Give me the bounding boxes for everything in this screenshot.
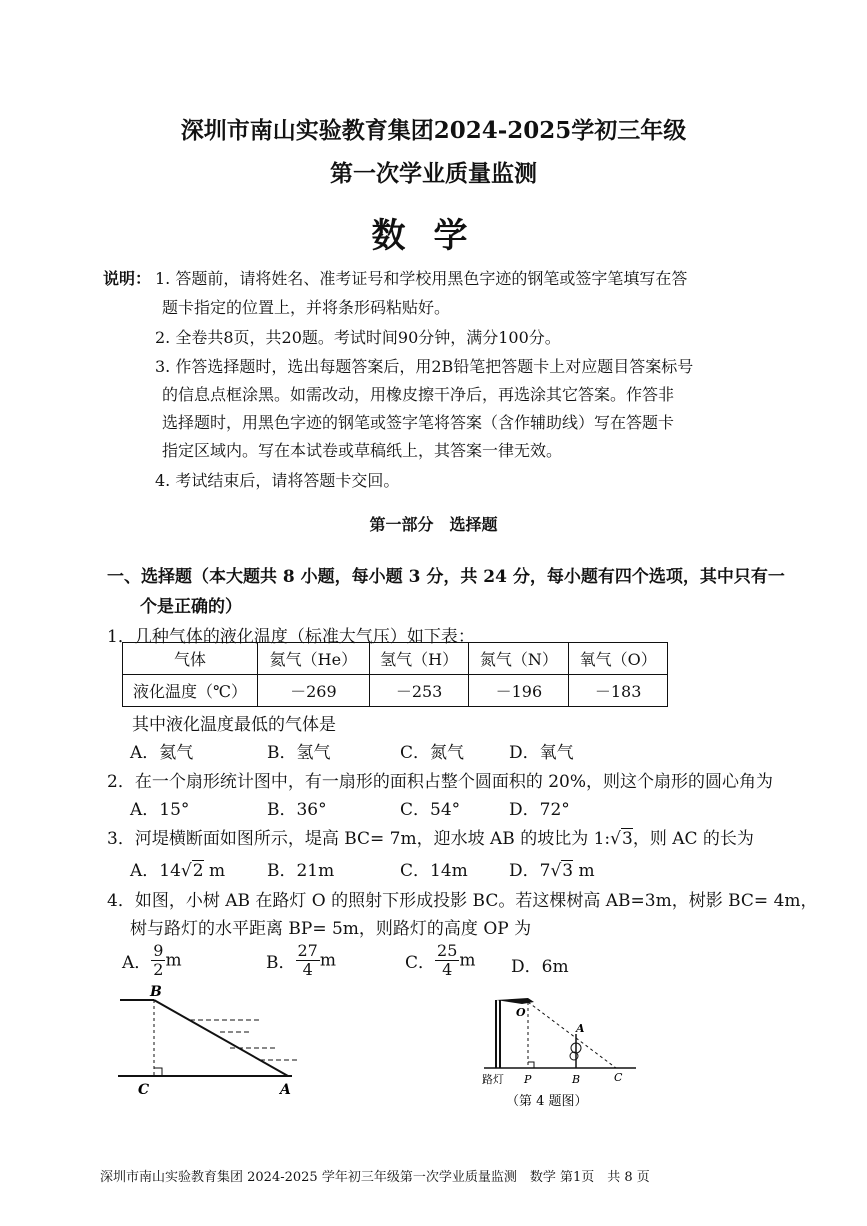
table-cell: 气体	[123, 643, 258, 675]
streetlamp-figure	[476, 990, 646, 1115]
instruction-line: 3. 作答选择题时，选出每题答案后，用2B铅笔把答题卡上对应题目答案标号	[155, 357, 694, 376]
q3-option-d-text: D．7	[509, 861, 551, 881]
q3-stem-part: 3．河堤横断面如图所示，堤高 BC= 7m，迎水坡 AB 的坡比为 1:	[107, 829, 611, 849]
q3-option-a-unit: m	[203, 861, 226, 881]
q1-after-text: 其中液化温度最低的气体是	[132, 715, 336, 735]
q4-option-a-label: A．	[122, 953, 152, 973]
light-ray-oc	[528, 1002, 616, 1068]
instruction-line: 2. 全卷共8页，共20题。考试时间90分钟，满分100分。	[155, 328, 561, 347]
q4-option-b-unit: m	[319, 950, 336, 971]
q3-option-c: C．14m	[400, 861, 468, 881]
exam-title-line1: 深圳市南山实验教育集团2024-2025学初三年级	[180, 117, 687, 144]
instruction-line: 指定区域内。写在本试卷或草稿纸上，其答案一律无效。	[162, 441, 563, 460]
fraction	[296, 942, 320, 979]
q3-stem-part: ，则 AC 的长为	[632, 829, 754, 849]
q4-option-c-label: C．	[405, 953, 436, 973]
table-cell: －269	[258, 675, 370, 707]
tree-foliage	[570, 1052, 578, 1060]
section-heading-line2: 个是正确的）	[140, 597, 242, 617]
table-cell: 氦气（He）	[258, 643, 370, 675]
q4-option-a-unit: m	[165, 950, 182, 971]
q4-option-c-unit: m	[459, 950, 476, 971]
fraction-numerator: 9	[153, 941, 164, 960]
subject-title: 数学	[371, 216, 496, 256]
fraction-numerator: 25	[437, 941, 458, 960]
table-cell: 氢气（H）	[369, 643, 469, 675]
q4-option-d: D．6m	[511, 957, 569, 977]
instruction-line: 题卡指定的位置上，并将条形码粘贴好。	[162, 298, 451, 317]
q2-option-d: D．72°	[509, 800, 570, 820]
q3-stem	[107, 824, 754, 849]
gas-table	[122, 642, 668, 707]
section-heading-line1: 一、选择题（本大题共 8 小题，每小题 3 分，共 24 分，每小题有四个选项，其中只有一	[107, 567, 785, 587]
fraction-denominator: 2	[153, 960, 164, 979]
instruction-line: 4. 考试结束后，请将答题卡交回。	[155, 471, 400, 490]
q3-option-d	[509, 856, 595, 881]
label-lamp: 路灯	[482, 1073, 504, 1086]
table-cell: －253	[369, 675, 469, 707]
q1-option-b: B．氢气	[267, 743, 331, 763]
q1-option-c: C．氮气	[400, 743, 465, 763]
table-row	[123, 643, 668, 675]
table-cell: －183	[569, 675, 668, 707]
q2-option-c: C．54°	[400, 800, 461, 820]
label-a: A	[576, 1022, 585, 1035]
q3-stem-radicand: 3	[622, 829, 633, 849]
part1-heading: 第一部分 选择题	[369, 515, 498, 534]
fraction	[151, 942, 165, 979]
label-b: B	[150, 984, 162, 1000]
q3-option-a	[130, 856, 225, 881]
q3-option-d-radicand: 3	[562, 861, 574, 881]
fraction-denominator: 4	[302, 960, 313, 979]
instruction-line: 1. 答题前，请将姓名、准考证号和学校用黑色字迹的钢笔或签字笔填写在答	[155, 269, 688, 288]
page-footer: 深圳市南山实验教育集团 2024-2025 学年初三年级第一次学业质量监测 数学 第1页 共 8 页	[100, 1170, 650, 1185]
q2-option-a: A．15°	[130, 800, 190, 820]
q2-option-b: B．36°	[267, 800, 327, 820]
table-cell: 液化温度（℃）	[123, 675, 258, 707]
sqrt-sign: √	[610, 829, 621, 849]
slope-ab-line	[154, 1000, 288, 1076]
q4-option-c	[405, 942, 476, 979]
q4-option-b	[266, 942, 336, 979]
q4-stem-line2: 树与路灯的水平距离 BP= 5m，则路灯的高度 OP 为	[130, 919, 532, 939]
q3-option-a-text: A．14	[130, 861, 181, 881]
figure-caption: （第 4 题图）	[506, 1094, 588, 1109]
label-b: B	[572, 1073, 581, 1086]
table-cell: 氧气（O）	[569, 643, 668, 675]
right-angle-mark	[528, 1062, 534, 1068]
sqrt-sign: √	[180, 861, 192, 881]
exam-title-line2: 第一次学业质量监测	[330, 160, 537, 187]
sqrt-sign: √	[550, 861, 562, 881]
label-p: P	[524, 1073, 532, 1086]
q1-stem: 1．几种气体的液化温度（标准大气压）如下表：	[107, 627, 475, 647]
table-cell: 氮气（N）	[469, 643, 569, 675]
instructions-label: 说明：	[103, 269, 152, 288]
q3-option-a-radicand: 2	[192, 861, 204, 881]
table-row	[123, 675, 668, 707]
q1-option-d: D．氧气	[509, 743, 574, 763]
label-c: C	[614, 1071, 623, 1084]
instruction-line: 选择题时，用黑色字迹的钢笔或签字笔将答案（含作辅助线）写在答题卡	[162, 413, 675, 432]
instruction-line: 的信息点框涂黑。如需改动，用橡皮擦干净后，再选涂其它答案。作答非	[162, 385, 675, 404]
q4-option-b-label: B．	[266, 953, 296, 973]
q4-option-a	[122, 942, 182, 979]
fraction-denominator: 4	[442, 960, 453, 979]
q3-option-b: B．21m	[267, 861, 335, 881]
label-o: O	[516, 1006, 526, 1019]
embankment-figure	[110, 982, 310, 1100]
fraction	[435, 942, 459, 979]
q3-option-d-unit: m	[573, 861, 595, 881]
fraction-numerator: 27	[297, 941, 318, 960]
table-cell: －196	[469, 675, 569, 707]
q4-stem-line1: 4．如图，小树 AB 在路灯 O 的照射下形成投影 BC。若这棵树高 AB=3m，树影 BC= 4m，	[107, 891, 818, 911]
q2-stem: 2．在一个扇形统计图中，有一扇形的面积占整个圆面积的 20%，则这个扇形的圆心角为	[107, 772, 774, 792]
q1-option-a: A．氦气	[130, 743, 194, 763]
label-c: C	[138, 1082, 150, 1098]
right-angle-mark	[154, 1068, 162, 1076]
label-a: A	[280, 1082, 291, 1098]
